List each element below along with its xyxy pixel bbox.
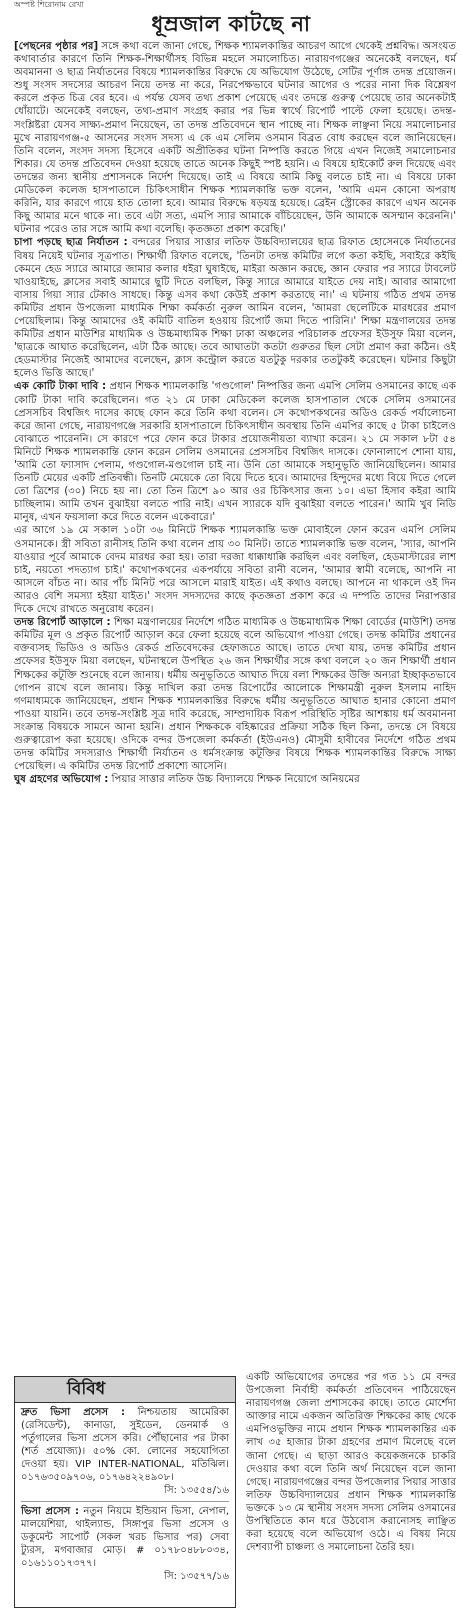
article-continuation-column: একটি অভিযোগের তদন্তের পর গত ১১ মে বন্দর উপজেলা নির্বাহী কর্মকর্তা প্রতিবেদন পাঠিয়েছেন নারায়ণগঞ্জ জেলা প্রশাসকের কাছে। তাতে মোর্শেদা আক্তার নামে একজন অতিরিক্ত শিক্ষকের কাছ থেকে এমপিওভুক্তির নামে প্রধান শিক্ষক শ্যামলকান্তির এক লাখ ৩৫ হাজার টাকা গ্রহণের প্রমাণ মিলেছে বলে জানা গেছে। এ ছাড়া আরও কয়েকজনকে চাকরি দেওয়ার কথা বলে তিনি অর্থ নিয়েছেন বলে জানা গেছে। নারায়ণগঞ্জের বন্দর উপজেলার পিয়ার সাত্তার লতিফ উচ্চবিদ্যালয়ের প্রধান শিক্ষক শ্যামলকান্তি ভক্তকে ১৩ মে স্থানীয় সংসদ সদস্য সেলিম ওসমানের উপস্থিতিতে কান ধরে উঠবোস করানোসহ লাঞ্ছিত করা হয়েছে বলে অভিযোগ ওঠে। এ বিষয় নিয়ে দেশব্যাপী চাঞ্চল্য ও সমালোচনা তৈরি হয়। [246, 1372, 456, 1554]
classified-ad-visa-1 [21, 1406, 229, 1484]
paragraph-text: প্রধান শিক্ষক শ্যামলকান্তি 'গণ্ডগোল' নিষ্পত্তির জন্য এমপি সেলিম ওসমানের কাছে এক কোটি টাকা দাবি করেছিলেন। গত ২১ মে ঢাকা মেডিকেল কলেজ হাসপাতাল থেকে সেলিম ওসমানের প্রেসসচিব বিশ্বজিৎ দাসের কাছে ফোন করে তিনি কথা বলেন। সে কথোপকথনের অডিও রেকর্ড পর্যালোচনা করে জানা গেছে, নারায়ণগঞ্জে সরকারি হাসপাতালে চিকিৎসাধীন অবস্থায় তিনি এমপির কাছে ৫ টাকা চাইলেও বোঝাতে পারেননি। সে কারণে পরে ফোন করে টাকার প্রয়োজনীয়তা ব্যাখ্যা করেন। ২১ মে সকাল ৮টা ৫৪ মিনিটে শিক্ষক শ্যামলকান্তি ফোন করেন সেলিম ওসমানের প্রেসসচিব বিশ্বজিৎ দাসকে। ফোনালাপে শোনা যায়, 'আমি তো ফ্যাসাদ পেলাম, গণ্ডগোল-মণ্ডগোল চাই না। উনি তো আমাকে সহানুভূতি জানিয়েছিলেন। আমার তিনটি মেয়ের একটি প্রতিবন্ধী। তিনটি মেয়েকে তো বিয়ে দিতে হবে। আমাদের হিন্দুদের মধ্যে বিয়ে দিতে গেলে তো ত্রিশের (৩০) নিচে হয় না। তো তিন ত্রিশে ৯০ আর ওর চিকিৎসার জন্য ১০। এভা হিসাব কইরা আমি চাচ্ছিলাম। আমি তখন বুঝাইয়া বলতে পারি নাই। এখন স্যারকে যদি বুঝাইয়া বলতে পারেন।' আমি খুব নিডি মানুষ, এখন ফয়সালা করে দিতে বলেন একেবারে।' [14, 381, 457, 524]
subhead-bribe: ঘুষ গ্রহণের অভিযোগ : [14, 774, 109, 786]
ad-text: নতুন নিয়মে ইন্ডিয়ান ভিসা, নেপাল, মালয়েশিয়া, থাইল্যান্ড, সিঙ্গাপুর ভিসা প্রসেস ও ডকুমেন্ট সাপোর্ট (সকল খরচ ভিসার পর) সেবা ট্যুরস, মগবাজার মোড়। # ০১৭৮০৪৮৮০৩৪, ০১৬১১০১৭৩৭৭। [21, 1506, 229, 1569]
subhead-hidden-report: তদন্ত রিপোর্ট আড়ালে : [14, 617, 111, 629]
paragraph-intro [14, 40, 456, 236]
masthead-strip: অস্পষ্ট শিরোনাম রেখা [14, 0, 84, 9]
ad-title: দ্রুত ভিসা প্রসেস : [21, 1407, 126, 1418]
classified-ad-visa-2 [21, 1505, 229, 1570]
ad-reference: সি: ১৩৫৫৪/১৬ [164, 1485, 229, 1496]
paragraph-money-demand [14, 380, 456, 524]
paragraph-text: সঙ্গে কথা বলে জানা গেছে, শিক্ষক শ্যামলকান্তির আচরণ আগে থেকেই প্রশ্নবিদ্ধ। অসংযত কথাবার্তার কারণে তিনি শিক্ষক-শিক্ষার্থীসহ বিভিন্ন মহলে সমালোচিত। নারায়ণগঞ্জের অনেকেই বলছেন, ধর্ম অবমাননা ও ছাত্র নির্যাতনের বিষয়ে শ্যামলকান্তির বিরুদ্ধে যে অভিযোগ উঠেছে, সেটির পূর্ণাঙ্গ তদন্ত প্রয়োজন। শুধু সংসদ সদস্যের আচরণ নিয়ে তদন্ত না করে, নিরপেক্ষভাবে ঘটনার আগের ও পরের নানা দিক বিশ্লেষণ করলে প্রকৃত চিত্র বের হবে। এ পর্যন্ত যেসব তথ্য প্রকাশ পেয়েছে এবং তদন্তে গুরুত্ব পেয়েছে তার অনেকটাই ধোঁয়াটে। অনেকেই বলছেন, তথ্য-প্রমাণ সংগ্রহ করার পর ভিন্ন স্বার্থে রিপোর্ট পাল্টে ফেলা হয়েছে। তদন্ত-সংশ্লিষ্টরা যেসব সাক্ষ্য-প্রমাণ নিয়েছেন, তা তদন্ত প্রতিবেদনে স্থান পাচ্ছে না। শিক্ষক লাঞ্ছনা নিয়ে সমালোচনার মুখে নারায়ণগঞ্জ-৫ আসনের সংসদ সদস্য এ কে এম সেলিম ওসমান বিব্রত বোধ করছেন বলে জানিয়েছেন। তিনি বলেন, সংসদ সদস্য হিসেবে একটি অপ্রীতিকর ঘটনা নিষ্পত্তি করতে গিয়ে এখন নিজেই সমালোচনার শিকার। যে তদন্ত প্রতিবেদন দেওয়া হয়েছে তাতে অনেক কিছুই স্পষ্ট হয়নি। এ বিষয়ে হাইকোর্ট রুল দিয়েছে এবং তদন্তের জন্য স্থানীয় প্রশাসনকে নির্দেশ দিয়েছে। তাই এ বিষয়ে আমি কিছু বলতে চাই না। এ বিষয়ে ঢাকা মেডিকেল কলেজ হাসপাতালে চিকিৎসাধীন শিক্ষক শ্যামলকান্তি ভক্ত বলেন, 'আমি এমন কোনো অপরাধ করিনি, যার কারণে গায়ে হাত তোলা হবে। আমার বিরুদ্ধে ষড়যন্ত্র হয়েছে। ব্রেইন স্ট্রোকের কারণে এখন অনেক কিছু আমার মনে থাকে না। তবে এটা সত্য, এমপি স্যার আমাকে বাঁচিয়েছেন, উনি আমাকে অসম্মান করেননি।' ঘটনার পরেও তার সঙ্গে আমি কথা বলেছি। কৃতজ্ঞতা প্রকাশ করেছি।' [14, 41, 456, 236]
paragraph-text: বন্দরের পিয়ার সাত্তার লতিফ উচ্চবিদ্যালয়ের ছাত্র রিফাত হোসেনকে নির্যাতনের বিষয় নিয়েই ঘটনার সূত্রপাত। শিক্ষার্থী রিফাত বলেছে, 'তিনটা তদন্ত কমিটির লগে কতা কইছি, সবাইরে কইছি কেমনে হেড স্যারে আমারে জামার কলার ধইরা ঘুষাইছে, মাইরা অজ্ঞান করছে, জ্ঞান ফেরার পর স্যারে টাবলেট খাওয়াইছে, ক্লাসের সবাই আমারে ছুটি দিতে বলছিল, কিন্তু স্যারে আমারে যাইতে দেয় নাই। আবার আমাগো বাসায় গিয়া স্যার টেকাও সাধছে। কিন্তু এসব কথা কেউই প্রকাশ করতাছে না।' এ ঘটনায় গঠিত প্রথম তদন্ত কমিটির প্রধান উপজেলা মাধ্যমিক শিক্ষা কর্মকর্তা নুরুল আমিন বলেন, 'আমরা ছেলেটিকে মারধরের প্রমাণ পেয়েছিলাম। কিন্তু আমাদের ওই কমিটি বাতিল হওয়ায় রিপোর্ট জমা দিতে পারিনি।' শিক্ষা মন্ত্রণালয়ের তদন্ত কমিটির প্রধান মাউশির মাধ্যমিক ও উচ্চমাধ্যমিক শিক্ষা ঢাকা অঞ্চলের পরিচালক প্রফেসর ইউসুফ মিয়া বলেন, 'ছাত্রকে আঘাত করেছিলেন, এটা ঠিক আছে। তবে আঘাতটা কতটা গুরুতর ছিল সেটা প্রমাণ করা কঠিন। ওই হেডমাস্টার নিজেই আমাদের বলেছেন, ক্লাস কন্ট্রোল করতে যতটুকু দরকার ততটুকই করেছেন। ঘটনার কিছুটা হলেও ভিত্তি আছে।' [14, 237, 456, 380]
continuation-label: [পেছনের পৃষ্ঠার পর] [14, 41, 99, 52]
paragraph-phone-call: এর আগে ১৯ মে সকাল ১০টা ৩৬ মিনিটে শিক্ষক শ্যামলকান্তি ভক্ত মোবাইলে ফোন করেন এমপি সেলিম ওসমানকে। স্ত্রী সবিতা রানীসহ তিনি কথা বলেন প্রায় ৩০ মিনিট। তাতে শ্যামলকান্তি ভক্ত বলেন, 'স্যার, আপনি যাওয়ার পূর্বে আমাকে বেদম মারধর করা হয়। তারা দরজা ধাক্কাধাক্কি করছিল এবং বলছিল, হেডমাস্টারের লাশ চাই, নয়তো পদত্যাগ চাই।' কথোপকথনের একপর্যায়ে সবিতা রানী বলেন, 'আমার স্বামী বলেছে, আপনি না আসলে বাঁচত না। আর পাঁচ মিনিট পরে আসলে মারাই যাইত। এই কথাও বলছে। আপনে না থাকলে ওই দিন আরও বেশি সমস্যা হইয়া যাইত।' সংসদ সদস্যদের কাছে কৃতজ্ঞতা প্রকাশ করে এ দম্পতি তাদের নিরাপত্তার দিকে দেখে রাখতে অনুরোধ করেন। [14, 525, 456, 616]
ad-title: ভিসা প্রসেস : [21, 1506, 79, 1517]
article-body [14, 40, 456, 786]
paragraph-hidden-report [14, 616, 456, 773]
divider [21, 1501, 229, 1502]
ad-text: নিশ্চয়তায় আমেরিকা (রেসিডেন্ট), কানাডা, সুইডেন, ডেনমার্ক ও পর্তুগালের ভিসা প্রসেস করি। পৌঁছানোর পর টাকা (শর্ত প্রযোজ্য)। ৫০% কো. লোনের সহযোগিতা দেওয়া হয়। VIP INTER-NATIONAL, মতিঝিল। ০১৭৬৩৫০৯৭০৬, ০১৭৬৪২২৪৯০৮। [21, 1407, 230, 1483]
classifieds-title: বিবিধ [15, 1377, 235, 1403]
ad-reference: সি: ১৩৫৭৭/১৬ [164, 1571, 229, 1582]
subhead-money-demand: এক কোটি টাকা দাবি : [14, 381, 107, 393]
page-title: ধূম্রজাল কাটছে না [151, 12, 311, 36]
paragraph-bribe [14, 773, 456, 786]
paragraph-text: পিয়ার সাত্তার লতিফ উচ্চ বিদ্যালয়ে শিক্ষক নিয়োগে অনিয়মের [108, 774, 360, 786]
paragraph-student-abuse [14, 236, 456, 380]
classifieds-body [15, 1403, 235, 1583]
paragraph-text: শিক্ষা মন্ত্রণালয়ের নির্দেশে গঠিত মাধ্যমিক ও উচ্চমাধ্যমিক শিক্ষা বোর্ডের (মাউশি) তদন্ত কমিটির মূল ও প্রকৃত রিপোর্ট আড়াল করে ফেলা হয়েছে বলে অভিযোগ পাওয়া গেছে। তদন্ত কমিটির প্রধানের বক্তব্যসহ ভিডিও ও অডিও রেকর্ড প্রতিবেদকের হেফাজতে আছে। তাতে দেখা যায়, তদন্ত কমিটির প্রধান প্রফেসর ইউসুফ মিয়া বলছেন, ঘটনাস্থলে উপস্থিত ২৬ জন শিক্ষার্থীর সঙ্গে কথা বললে ২০ জন শিক্ষার্থী প্রধান শিক্ষকের কটূক্তি শুনেছে বলে জানায়। ধর্মীয় অনুভূতিতে আঘাত দিয়ে বলা শিক্ষকের উক্তি অন্যরা ইচ্ছাকৃতভাবে গোপন রাখে বলে জানায়। কিন্তু দাখিল করা তদন্ত রিপোর্টের আলোকে শিক্ষামন্ত্রী নুরুল ইসলাম নাহিদ গণমাধ্যমকে জানিয়েছেন, প্রধান শিক্ষক শ্যামলকান্তির বিরুদ্ধে ধর্মীয় অনুভূতিতে আঘাত হানার কোনো প্রমাণ পাওয়া যায়নি। তবে তদন্ত-সংশ্লিষ্ট সূত্র দাবি করেছে, সাম্প্রদায়িক বিরূপ পরিস্থিতি সৃষ্টির আশঙ্কায় ধর্ম অবমাননা সংক্রান্ত বিষয়কে সামনে আনা হয়নি। প্রধান শিক্ষককে বহিষ্কারের প্রক্রিয়া সঠিক ছিল কিনা, তদন্তে সে বিষয়ে গুরুত্বারোপ করা হয়েছে। ওদিকে বন্দর উপজেলা কর্মকর্তা (ইউএনও) মৌসুমী হাবীবের নির্দেশে গঠিত প্রথম তদন্ত কমিটির সদস্যরাও শিক্ষার্থী নির্যাতন ও ধর্মসংক্রান্ত কটূক্তির বিষয়ে শিক্ষক শ্যামলকান্তির বিরুদ্ধে সাক্ষ্য পেয়েছিল। এ কমিটির তদন্ত রিপোর্ট প্রকাশ্যে আসেনি। [14, 617, 457, 773]
subhead-student-abuse: চাপা পড়ছে ছাত্র নির্যাতন : [14, 237, 128, 249]
classifieds-box [14, 1376, 236, 1608]
